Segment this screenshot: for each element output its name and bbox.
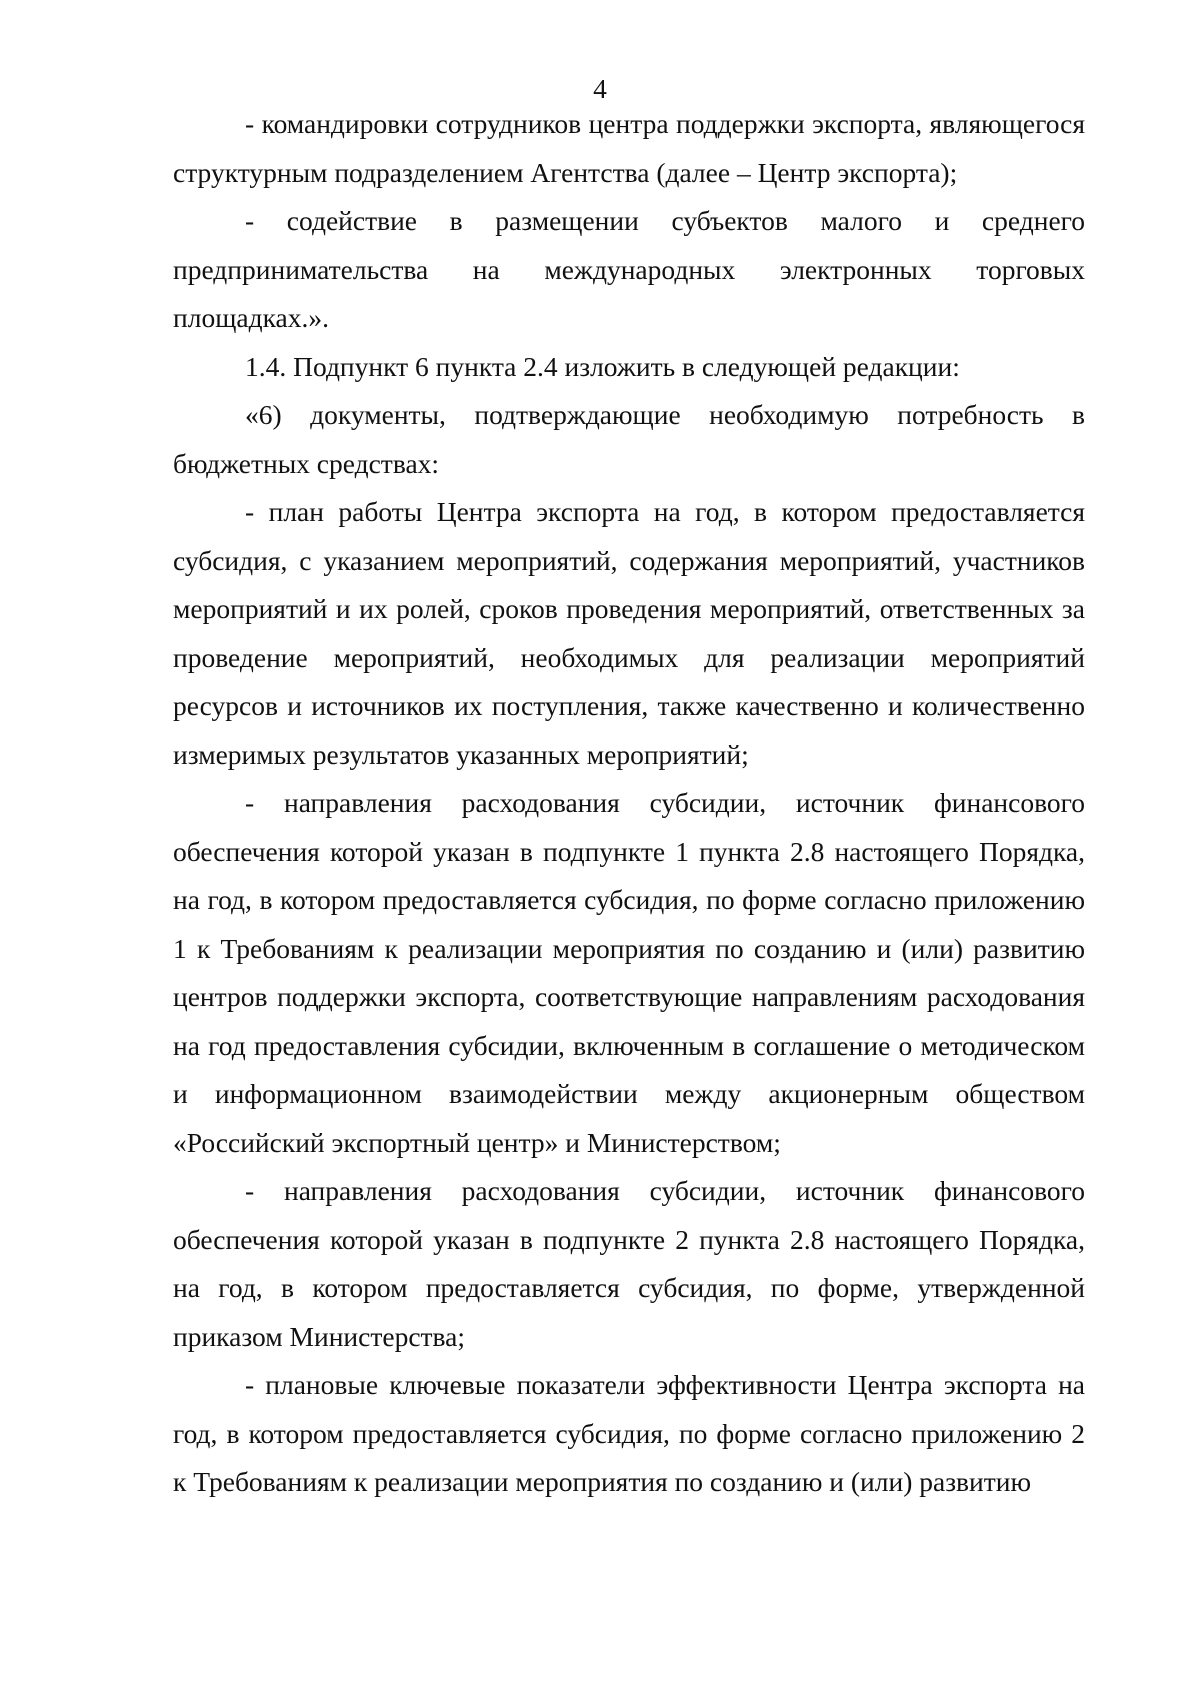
paragraph-kpi: - плановые ключевые показатели эффективности Центра экспорта на год, в котором предоставляется субсидия, по форме согласно приложению 2 к Требованиям к реализации мероприятия по созданию и (или) развитию (173, 1369, 1085, 1497)
paragraph-spending-directions-2: - направления расходования субсидии, источник финансового обеспечения которой указан в подпункте 2 пункта 2.8 настоящего Порядка, на год, в котором предоставляется субсидия, по форме, утвержденной приказом Министерства; (173, 1175, 1085, 1352)
document-body (173, 100, 1085, 1507)
paragraph-budget-documents: «6) документы, подтверждающие необходимую потребность в бюджетных средствах: (173, 399, 1085, 479)
paragraph-spending-directions-1: - направления расходования субсидии, источник финансового обеспечения которой указан в подпункте 1 пункта 2.8 настоящего Порядка, на год, в котором предоставляется субсидия, по форме согласно приложению 1 к Требованиям к реализации мероприятия по созданию и (или) развитию центров поддержки экспорта, соответствующие направлениям расходования на год предоставления субсидии, включенным в соглашение о методическом и информационном взаимодействии между акционерным обществом «Российский экспортный центр» и Министерством; (173, 787, 1085, 1158)
paragraph-work-plan: - план работы Центра экспорта на год, в котором предоставляется субсидия, с указанием мероприятий, содержания мероприятий, участников мероприятий и их ролей, сроков проведения мероприятий, ответственных за проведение мероприятий, необходимых для реализации мероприятий ресурсов и источников их поступления, также качественно и количественно измеримых результатов указанных мероприятий; (173, 496, 1085, 770)
paragraph-business-trips: - командировки сотрудников центра поддержки экспорта, являющегося структурным подразделением Агентства (далее – Центр экспорта); (173, 108, 1085, 188)
paragraph-marketplace-assistance: - содействие в размещении субъектов малого и среднего предпринимательства на международных электронных торговых площадках.». (173, 205, 1085, 333)
paragraph-amendment-1-4: 1.4. Подпункт 6 пункта 2.4 изложить в следующей редакции: (245, 350, 960, 382)
page-number: 4 (593, 73, 607, 104)
